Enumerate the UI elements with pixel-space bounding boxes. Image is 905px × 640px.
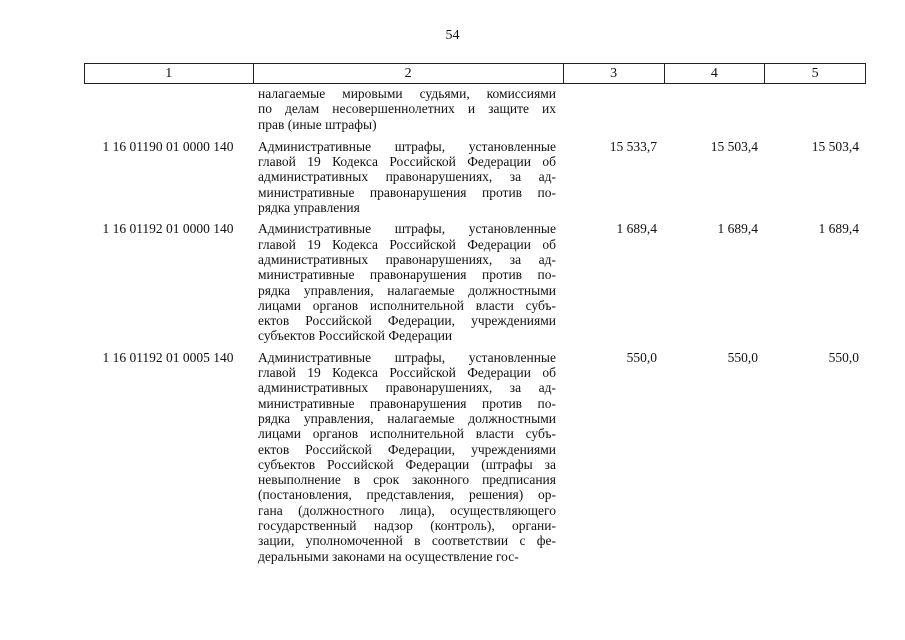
header-col-4: 4 xyxy=(664,64,765,83)
description-line: лицами органов исполнительной власти субъ- xyxy=(258,297,556,313)
row-value-5: 550,0 xyxy=(828,349,859,365)
description-line: рядка управления, налагаемые должностными xyxy=(258,282,556,298)
row-value-3 xyxy=(563,86,664,132)
description-line: ектов Российской Федерации, учреждениями xyxy=(258,313,556,329)
description-line: Административные штрафы, установленные xyxy=(258,221,556,237)
row-value-4 xyxy=(664,86,765,132)
description-line: субъектов Российской Федерации (штрафы за xyxy=(258,456,556,472)
row-value-5 xyxy=(765,86,866,132)
description-line: главой 19 Кодекса Российской Федерации об xyxy=(258,154,556,170)
row-value-5: 1 689,4 xyxy=(818,221,859,237)
table-row xyxy=(84,350,866,564)
table-body xyxy=(84,86,866,570)
row-description xyxy=(252,139,563,215)
description-line: рядка управления, налагаемые должностными xyxy=(258,410,556,426)
row-value-3: 550,0 xyxy=(626,349,657,365)
description-line: административных правонарушениях, за ад- xyxy=(258,251,556,267)
description-line: налагаемые мировыми судьями, комиссиями xyxy=(258,86,556,101)
row-value-3: 15 533,7 xyxy=(609,138,657,154)
description-line: главой 19 Кодекса Российской Федерации об xyxy=(258,365,556,381)
row-code xyxy=(84,86,252,132)
description-line: административных правонарушениях, за ад- xyxy=(258,380,556,396)
header-col-1: 1 xyxy=(165,65,173,81)
description-line: государственный надзор (контроль), органи- xyxy=(258,518,556,534)
header-col-3: 3 xyxy=(563,64,664,83)
row-description xyxy=(252,221,563,343)
description-line: зации, уполномоченной в соответствии с фе- xyxy=(258,533,556,549)
description-line: административных правонарушениях, за ад- xyxy=(258,169,556,185)
description-line: по делам несовершеннолетних и защите их xyxy=(258,101,556,117)
description-line: Административные штрафы, установленные xyxy=(258,349,556,365)
header-col-5: 5 xyxy=(764,64,865,83)
description-line: (постановления, представления, решения) ор- xyxy=(258,487,556,503)
table-row xyxy=(84,139,866,215)
row-code: 1 16 01190 01 0000 140 xyxy=(102,138,234,154)
row-code: 1 16 01192 01 0005 140 xyxy=(102,349,234,365)
row-value-4: 15 503,4 xyxy=(710,138,758,154)
table-row xyxy=(84,221,866,343)
description-line: министративные правонарушения против по- xyxy=(258,395,556,411)
row-value-4: 1 689,4 xyxy=(717,221,758,237)
page-number: 54 xyxy=(445,28,460,43)
row-code: 1 16 01192 01 0000 140 xyxy=(102,221,234,237)
table-header xyxy=(84,63,866,84)
description-line: лицами органов исполнительной власти субъ- xyxy=(258,426,556,442)
description-line: прав (иные штрафы) xyxy=(258,116,377,132)
description-line: гана (должностного лица), осуществляющего xyxy=(258,502,556,518)
description-line: министративные правонарушения против по- xyxy=(258,267,556,283)
description-line: невыполнение в срок законного предписания xyxy=(258,472,556,488)
row-description xyxy=(252,350,563,564)
row-value-5: 15 503,4 xyxy=(811,138,859,154)
description-line: рядка управления xyxy=(258,200,360,216)
description-line: министративные правонарушения против по- xyxy=(258,184,556,200)
table-row xyxy=(84,86,866,132)
description-line: субъектов Российской Федерации xyxy=(258,328,453,344)
description-line: главой 19 Кодекса Российской Федерации об xyxy=(258,236,556,252)
header-col-2: 2 xyxy=(253,64,563,83)
description-line: ектов Российской Федерации, учреждениями xyxy=(258,441,556,457)
description-line: деральными законами на осуществление гос- xyxy=(258,548,519,564)
description-line: Административные штрафы, установленные xyxy=(258,138,556,154)
row-value-3: 1 689,4 xyxy=(616,221,657,237)
row-value-4: 550,0 xyxy=(727,349,758,365)
row-description xyxy=(252,86,563,132)
